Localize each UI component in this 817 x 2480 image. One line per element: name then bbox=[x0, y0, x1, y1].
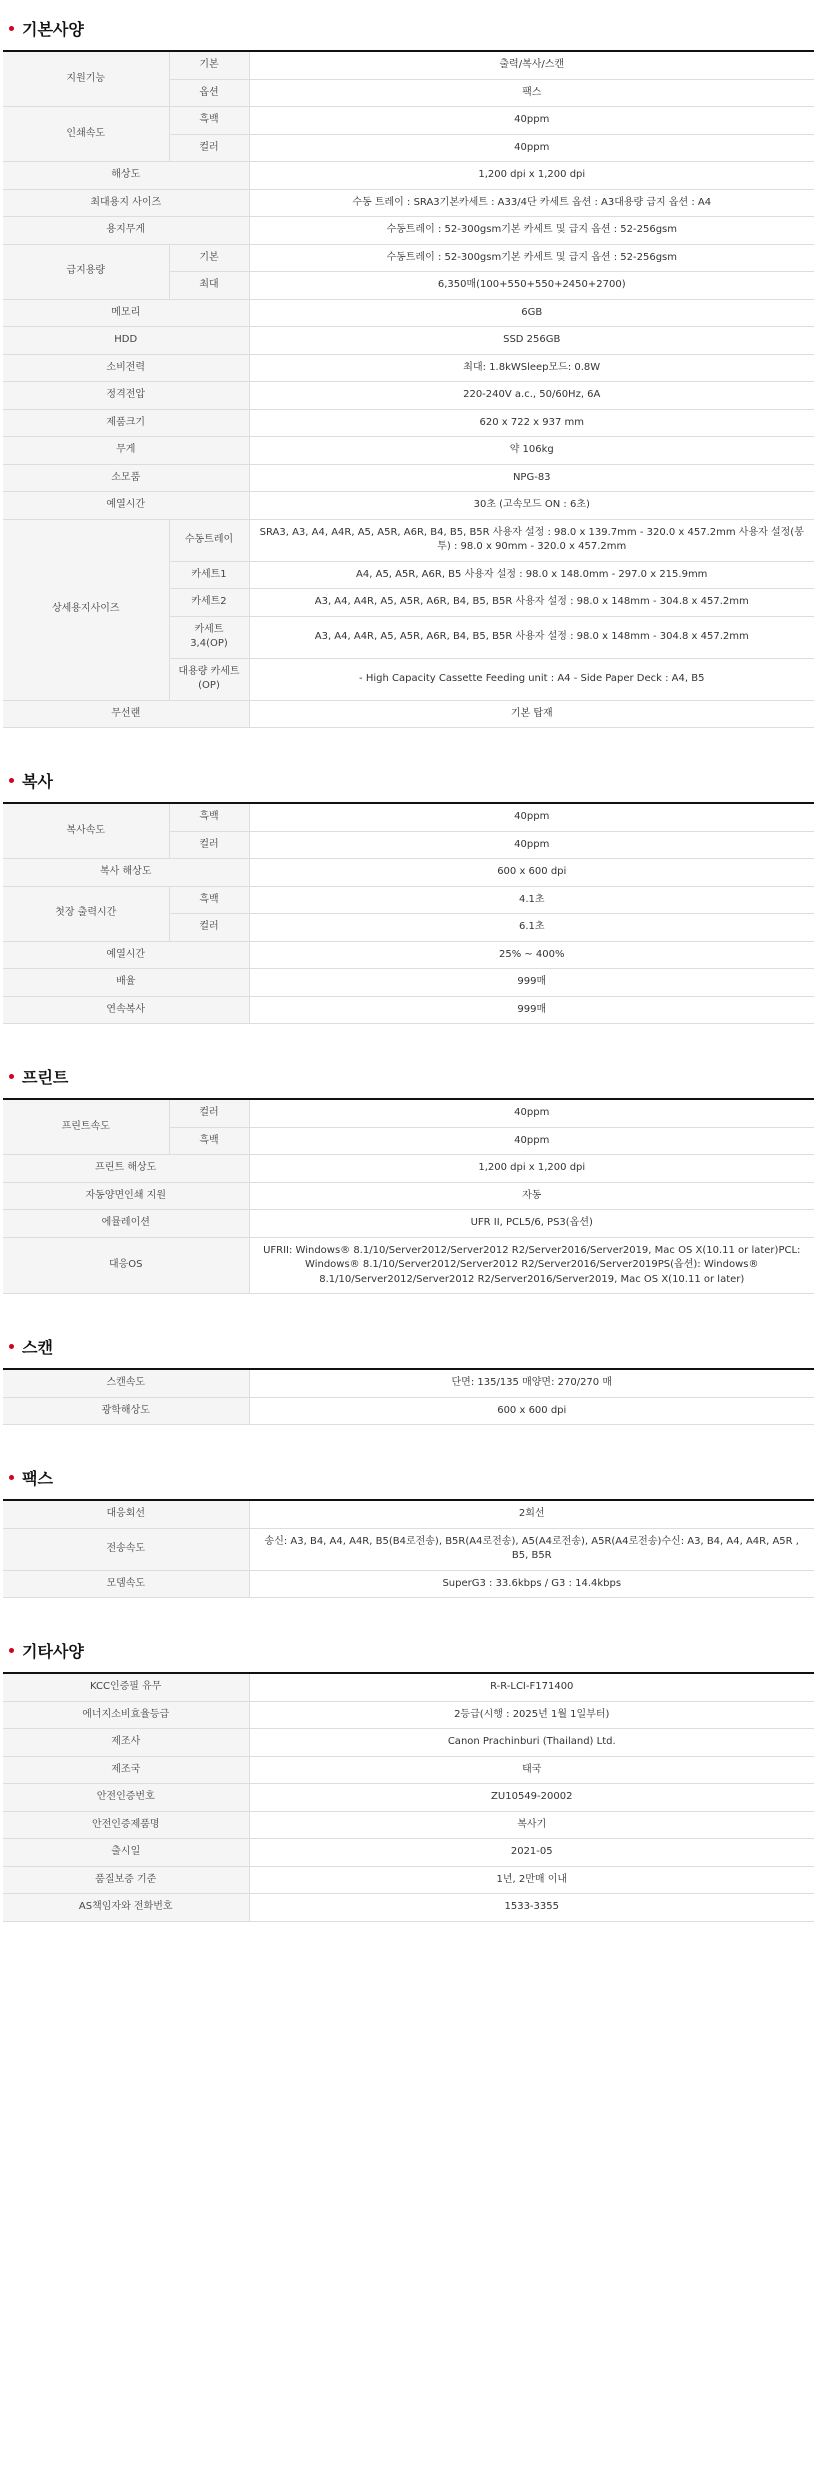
spec-value: 6GB bbox=[249, 299, 814, 327]
spec-value: R-R-LCI-F171400 bbox=[249, 1674, 814, 1701]
spec-value: SRA3, A3, A4, A4R, A5, A5R, A6R, B4, B5, B5R 사용자 설정 : 98.0 x 139.7mm - 320.0 x 457.2mm 사용자 설정(봉투) : 98.0 x 90mm - 320.0 x 457.2mm bbox=[249, 519, 814, 561]
spec-value: 태국 bbox=[249, 1756, 814, 1784]
spec-label: 최대용지 사이즈 bbox=[3, 189, 249, 217]
spec-label: 자동양면인쇄 지원 bbox=[3, 1182, 249, 1210]
spec-label: 첫장 출력시간 bbox=[3, 886, 169, 941]
spec-value: 약 106kg bbox=[249, 437, 814, 465]
spec-label: 소모품 bbox=[3, 464, 249, 492]
spec-value: 복사기 bbox=[249, 1811, 814, 1839]
spec-label: 메모리 bbox=[3, 299, 249, 327]
spec-label: 전송속도 bbox=[3, 1528, 249, 1570]
spec-value: 40ppm bbox=[249, 107, 814, 135]
section-title: 스캔 bbox=[22, 1337, 53, 1357]
section-title: 기본사양 bbox=[22, 19, 84, 39]
table-row bbox=[3, 1237, 814, 1294]
spec-value: 1533-3355 bbox=[249, 1894, 814, 1922]
table-row bbox=[3, 299, 814, 327]
spec-value: 2회선 bbox=[249, 1501, 814, 1528]
spec-value: 600 x 600 dpi bbox=[249, 859, 814, 887]
spec-value: 4.1초 bbox=[249, 886, 814, 914]
spec-sublabel: 기본 bbox=[169, 244, 249, 272]
spec-sublabel: 최대 bbox=[169, 272, 249, 300]
spec-label: 스캔속도 bbox=[3, 1370, 249, 1397]
spec-value: 40ppm bbox=[249, 1100, 814, 1127]
spec-sublabel: 흑백 bbox=[169, 886, 249, 914]
table-row bbox=[3, 382, 814, 410]
table-row bbox=[3, 1370, 814, 1397]
spec-label: 대응회선 bbox=[3, 1501, 249, 1528]
bullet-icon bbox=[9, 1648, 14, 1653]
spec-label: 광학해상도 bbox=[3, 1397, 249, 1425]
spec-value: SSD 256GB bbox=[249, 327, 814, 355]
spec-value: A3, A4, A4R, A5, A5R, A6R, B4, B5, B5R 사용자 설정 : 98.0 x 148mm - 304.8 x 457.2mm bbox=[249, 616, 814, 658]
spec-label: 프린트속도 bbox=[3, 1100, 169, 1155]
spec-table-print bbox=[3, 1100, 814, 1294]
spec-label: 해상도 bbox=[3, 162, 249, 190]
spec-value: A4, A5, A5R, A6R, B5 사용자 설정 : 98.0 x 148.0mm - 297.0 x 215.9mm bbox=[249, 561, 814, 589]
spec-value: NPG-83 bbox=[249, 464, 814, 492]
section-header bbox=[3, 1638, 814, 1674]
section-title: 프린트 bbox=[22, 1067, 69, 1087]
spec-label: HDD bbox=[3, 327, 249, 355]
spec-value: 40ppm bbox=[249, 831, 814, 859]
spec-table-basic bbox=[3, 52, 814, 728]
spec-label: 지원기능 bbox=[3, 52, 169, 107]
table-row bbox=[3, 700, 814, 728]
table-row bbox=[3, 52, 814, 79]
spec-label: 급지용량 bbox=[3, 244, 169, 299]
spec-label: AS책임자와 전화번호 bbox=[3, 1894, 249, 1922]
section-scan bbox=[3, 1334, 814, 1425]
spec-sublabel: 컬러 bbox=[169, 134, 249, 162]
spec-value: 단면: 135/135 매양면: 270/270 매 bbox=[249, 1370, 814, 1397]
table-row bbox=[3, 437, 814, 465]
spec-sublabel: 컬러 bbox=[169, 831, 249, 859]
spec-label: 복사 해상도 bbox=[3, 859, 249, 887]
table-row bbox=[3, 1866, 814, 1894]
table-row bbox=[3, 1100, 814, 1127]
table-row bbox=[3, 1674, 814, 1701]
spec-value: Canon Prachinburi (Thailand) Ltd. bbox=[249, 1729, 814, 1757]
bullet-icon bbox=[9, 1344, 14, 1349]
section-header bbox=[3, 768, 814, 804]
table-row bbox=[3, 1570, 814, 1598]
spec-value: 기본 탑재 bbox=[249, 700, 814, 728]
section-header bbox=[3, 16, 814, 52]
spec-value: 팩스 bbox=[249, 79, 814, 107]
table-row bbox=[3, 1701, 814, 1729]
spec-value: 600 x 600 dpi bbox=[249, 1397, 814, 1425]
spec-value: 수동트레이 : 52-300gsm기본 카세트 및 급지 옵션 : 52-256gsm bbox=[249, 244, 814, 272]
spec-value: 송신: A3, B4, A4, A4R, B5(B4로전송), B5R(A4로전송), A5(A4로전송), A5R(A4로전송)수신: A3, B4, A4, A4R, A5R , B5, B5R bbox=[249, 1528, 814, 1570]
table-row bbox=[3, 189, 814, 217]
table-row bbox=[3, 1729, 814, 1757]
spec-table-fax bbox=[3, 1501, 814, 1598]
spec-value: 1,200 dpi x 1,200 dpi bbox=[249, 162, 814, 190]
table-row bbox=[3, 107, 814, 135]
section-header bbox=[3, 1465, 814, 1501]
spec-label: 상세용지사이즈 bbox=[3, 519, 169, 700]
spec-label: 연속복사 bbox=[3, 996, 249, 1024]
table-row bbox=[3, 1839, 814, 1867]
spec-value: 6,350매(100+550+550+2450+2700) bbox=[249, 272, 814, 300]
spec-sublabel: 흑백 bbox=[169, 107, 249, 135]
spec-table-etc bbox=[3, 1674, 814, 1922]
spec-value: 자동 bbox=[249, 1182, 814, 1210]
spec-label: 예열시간 bbox=[3, 492, 249, 520]
spec-table-scan bbox=[3, 1370, 814, 1425]
spec-sublabel: 카세트3,4(OP) bbox=[169, 616, 249, 658]
table-row bbox=[3, 409, 814, 437]
spec-value: 40ppm bbox=[249, 1127, 814, 1155]
spec-sublabel: 흑백 bbox=[169, 1127, 249, 1155]
table-row bbox=[3, 1210, 814, 1238]
table-row bbox=[3, 244, 814, 272]
spec-sublabel: 컬러 bbox=[169, 1100, 249, 1127]
table-row bbox=[3, 941, 814, 969]
spec-value: 수동트레이 : 52-300gsm기본 카세트 및 급지 옵션 : 52-256gsm bbox=[249, 217, 814, 245]
spec-label: 무선랜 bbox=[3, 700, 249, 728]
spec-value: ZU10549-20002 bbox=[249, 1784, 814, 1812]
bullet-icon bbox=[9, 1475, 14, 1480]
spec-value: 수동 트레이 : SRA3기본카세트 : A33/4단 카세트 옵션 : A3대용량 급지 옵션 : A4 bbox=[249, 189, 814, 217]
spec-label: 소비전력 bbox=[3, 354, 249, 382]
bullet-icon bbox=[9, 778, 14, 783]
section-copy bbox=[3, 768, 814, 1024]
bullet-icon bbox=[9, 26, 14, 31]
spec-label: 프린트 해상도 bbox=[3, 1155, 249, 1183]
spec-label: 예열시간 bbox=[3, 941, 249, 969]
spec-value: 220-240V a.c., 50/60Hz, 6A bbox=[249, 382, 814, 410]
table-row bbox=[3, 1155, 814, 1183]
spec-value: 999매 bbox=[249, 996, 814, 1024]
table-row bbox=[3, 1528, 814, 1570]
spec-label: 제조사 bbox=[3, 1729, 249, 1757]
table-row bbox=[3, 1501, 814, 1528]
spec-value: 40ppm bbox=[249, 804, 814, 831]
section-fax bbox=[3, 1465, 814, 1598]
spec-value: 25% ~ 400% bbox=[249, 941, 814, 969]
spec-value: 6.1초 bbox=[249, 914, 814, 942]
spec-sublabel: 흑백 bbox=[169, 804, 249, 831]
section-header bbox=[3, 1064, 814, 1100]
section-etc bbox=[3, 1638, 814, 1922]
spec-label: 제품크기 bbox=[3, 409, 249, 437]
table-row bbox=[3, 1894, 814, 1922]
table-row bbox=[3, 1756, 814, 1784]
section-title: 기타사양 bbox=[22, 1641, 84, 1661]
section-basic bbox=[3, 16, 814, 728]
table-row bbox=[3, 464, 814, 492]
spec-value: 2등급(시행 : 2025년 1월 1일부터) bbox=[249, 1701, 814, 1729]
spec-value: UFRII: Windows® 8.1/10/Server2012/Server2012 R2/Server2016/Server2019, Mac OS X(10.11 or later)PCL: Windows® 8.1/10/Server2012/Server2012 R2/Server2016/Server2019PS(옵션): Windows® 8.1/10/Server2012/Server2012 R2/Server2016/Server2019, Mac OS X(10.11 or later) bbox=[249, 1237, 814, 1294]
spec-label: 모뎀속도 bbox=[3, 1570, 249, 1598]
table-row bbox=[3, 327, 814, 355]
spec-value: 최대: 1.8kWSleep모드: 0.8W bbox=[249, 354, 814, 382]
spec-sublabel: 옵션 bbox=[169, 79, 249, 107]
spec-sublabel: 카세트2 bbox=[169, 589, 249, 617]
spec-sublabel: 기본 bbox=[169, 52, 249, 79]
spec-label: 에너지소비효율등급 bbox=[3, 1701, 249, 1729]
spec-label: KCC인증필 유무 bbox=[3, 1674, 249, 1701]
section-print bbox=[3, 1064, 814, 1294]
table-row bbox=[3, 1397, 814, 1425]
spec-value: 1,200 dpi x 1,200 dpi bbox=[249, 1155, 814, 1183]
spec-label: 인쇄속도 bbox=[3, 107, 169, 162]
table-row bbox=[3, 162, 814, 190]
table-row bbox=[3, 996, 814, 1024]
spec-value: - High Capacity Cassette Feeding unit : A4 - Side Paper Deck : A4, B5 bbox=[249, 658, 814, 700]
spec-label: 안전인증제품명 bbox=[3, 1811, 249, 1839]
spec-table-copy bbox=[3, 804, 814, 1024]
table-row bbox=[3, 804, 814, 831]
spec-label: 출시일 bbox=[3, 1839, 249, 1867]
spec-label: 무게 bbox=[3, 437, 249, 465]
spec-label: 복사속도 bbox=[3, 804, 169, 859]
table-row bbox=[3, 859, 814, 887]
spec-label: 정격전압 bbox=[3, 382, 249, 410]
table-row bbox=[3, 492, 814, 520]
spec-label: 대응OS bbox=[3, 1237, 249, 1294]
spec-value: 2021-05 bbox=[249, 1839, 814, 1867]
spec-sublabel: 컬러 bbox=[169, 914, 249, 942]
table-row bbox=[3, 1182, 814, 1210]
spec-value: UFR II, PCL5/6, PS3(옵션) bbox=[249, 1210, 814, 1238]
spec-label: 제조국 bbox=[3, 1756, 249, 1784]
spec-sublabel: 카세트1 bbox=[169, 561, 249, 589]
spec-sublabel: 대용량 카세트(OP) bbox=[169, 658, 249, 700]
spec-value: A3, A4, A4R, A5, A5R, A6R, B4, B5, B5R 사용자 설정 : 98.0 x 148mm - 304.8 x 457.2mm bbox=[249, 589, 814, 617]
table-row bbox=[3, 1784, 814, 1812]
section-title: 팩스 bbox=[22, 1468, 53, 1488]
table-row bbox=[3, 1811, 814, 1839]
table-row bbox=[3, 886, 814, 914]
section-title: 복사 bbox=[22, 771, 53, 791]
spec-label: 배율 bbox=[3, 969, 249, 997]
section-header bbox=[3, 1334, 814, 1370]
table-row bbox=[3, 217, 814, 245]
spec-label: 품질보증 기준 bbox=[3, 1866, 249, 1894]
spec-value: 30초 (고속모드 ON : 6초) bbox=[249, 492, 814, 520]
spec-label: 에뮬레이션 bbox=[3, 1210, 249, 1238]
bullet-icon bbox=[9, 1074, 14, 1079]
table-row bbox=[3, 519, 814, 561]
spec-sublabel: 수동트레이 bbox=[169, 519, 249, 561]
spec-value: 620 x 722 x 937 mm bbox=[249, 409, 814, 437]
table-row bbox=[3, 354, 814, 382]
spec-value: 1년, 2만매 이내 bbox=[249, 1866, 814, 1894]
spec-label: 안전인증번호 bbox=[3, 1784, 249, 1812]
spec-value: 999매 bbox=[249, 969, 814, 997]
spec-value: SuperG3 : 33.6kbps / G3 : 14.4kbps bbox=[249, 1570, 814, 1598]
spec-value: 40ppm bbox=[249, 134, 814, 162]
spec-label: 용지무게 bbox=[3, 217, 249, 245]
spec-value: 출력/복사/스캔 bbox=[249, 52, 814, 79]
table-row bbox=[3, 969, 814, 997]
